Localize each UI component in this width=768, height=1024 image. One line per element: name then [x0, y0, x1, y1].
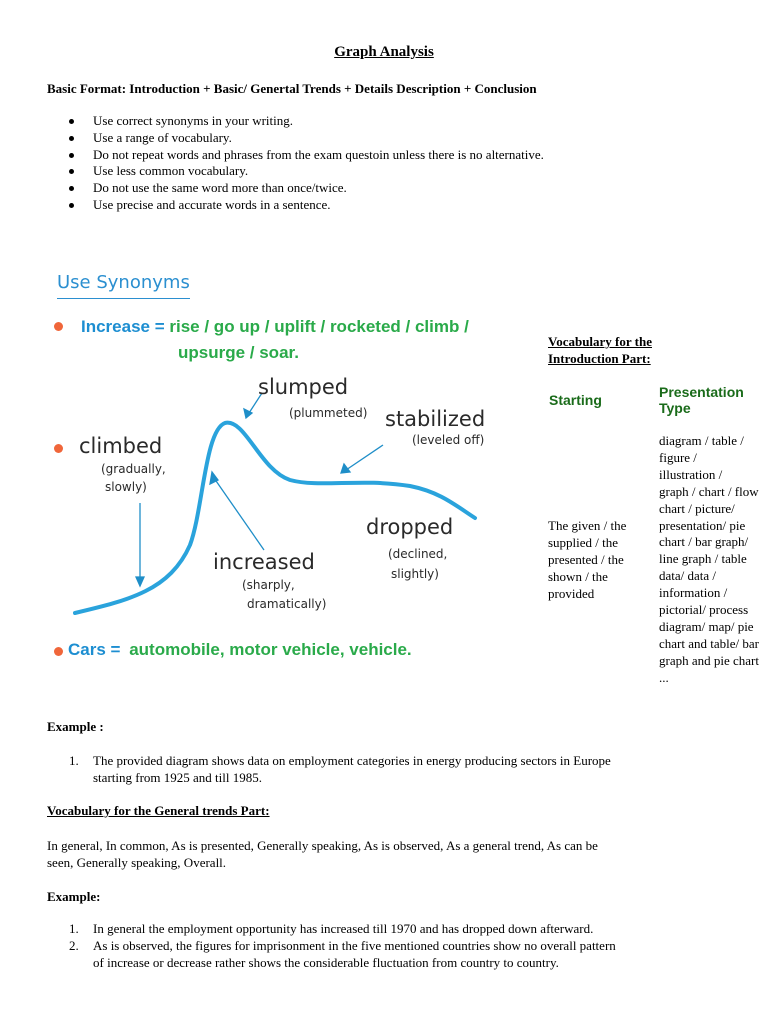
starting-column-heading: Starting	[549, 392, 602, 408]
label-climbed: climbed	[79, 434, 163, 458]
increase-synonyms-line2: upsurge / soar.	[178, 343, 299, 362]
list-item: Use a range of vocabulary.	[47, 130, 544, 147]
label-dropped: dropped	[366, 515, 454, 539]
list-item: Use precise and accurate words in a sentence.	[47, 197, 544, 214]
increase-synonyms-line1: Increase = rise / go up / uplift / rocketed / climb /	[81, 317, 469, 336]
arrow-increased	[214, 478, 264, 550]
trend-illustration	[0, 0, 548, 640]
synonyms-heading: Use Synonyms	[57, 272, 190, 299]
label-stabilized: stabilized	[385, 407, 486, 431]
intro-vocab-title: Vocabulary for the Introduction Part:	[548, 334, 652, 366]
example-list-2	[47, 921, 616, 972]
note-increased-1: (sharply,	[242, 578, 295, 592]
note-dropped-2: slightly)	[391, 567, 439, 581]
general-trends-heading: Vocabulary for the General trends Part:	[47, 803, 270, 818]
presentation-column-heading: Presentation Type	[659, 384, 744, 416]
example-list-1	[47, 753, 611, 787]
note-slumped: (plummeted)	[289, 406, 368, 420]
starting-column: The given / the supplied / the presented / the shown / the provided	[548, 518, 627, 601]
note-increased-2: dramatically)	[247, 597, 327, 611]
list-item: 2. As is observed, the figures for imprisonment in the five mentioned countries show no overall pattern of increase or decrease rather shows the considerable fluctuation from country to country.	[69, 937, 616, 970]
label-slumped: slumped	[258, 375, 349, 399]
example-label-2: Example:	[47, 889, 101, 904]
list-item: 1. The provided diagram shows data on employment categories in energy producing sectors in Europe starting from 1925 and till 1985.	[69, 753, 611, 785]
arrowhead-climbed	[136, 577, 144, 586]
presentation-column: diagram / table / figure / illustration / graph / chart / flow chart / picture/ presentation/ pie chart / bar graph/ line graph / table data/ data / information / pictorial/ process diagram/ map/ pie chart and table/ bar graph and pie chart ...	[659, 433, 759, 685]
list-item: 1. In general the employment opportunity has increased till 1970 and has dropped down afterward.	[69, 921, 594, 936]
note-climbed-1: (gradually,	[101, 462, 166, 476]
list-item: Do not use the same word more than once/twice.	[47, 180, 544, 197]
label-increased: increased	[213, 550, 315, 574]
orange-bullet-icon	[54, 647, 63, 656]
note-climbed-2: slowly)	[105, 480, 147, 494]
note-dropped-1: (declined,	[388, 547, 448, 561]
page-title: Graph Analysis	[334, 44, 434, 60]
list-item: Use correct synonyms in your writing.	[47, 113, 544, 130]
orange-bullet-icon	[54, 444, 63, 453]
cars-synonyms-line: Cars = automobile, motor vehicle, vehicle.	[68, 640, 412, 659]
general-trends-text: In general, In common, As is presented, Generally speaking, As is observed, As a general trend, As can be seen, Generally speaking, Overall.	[47, 838, 598, 870]
list-item: Use less common vocabulary.	[47, 163, 544, 180]
note-stabilized: (leveled off)	[412, 433, 485, 447]
list-item: Do not repeat words and phrases from the exam questoin unless there is no alternative.	[47, 147, 544, 164]
example-label-1: Example :	[47, 719, 104, 734]
arrow-stabilized	[346, 445, 383, 470]
basic-format: Basic Format: Introduction + Basic/ Genertal Trends + Details Description + Conclusion	[47, 81, 537, 96]
